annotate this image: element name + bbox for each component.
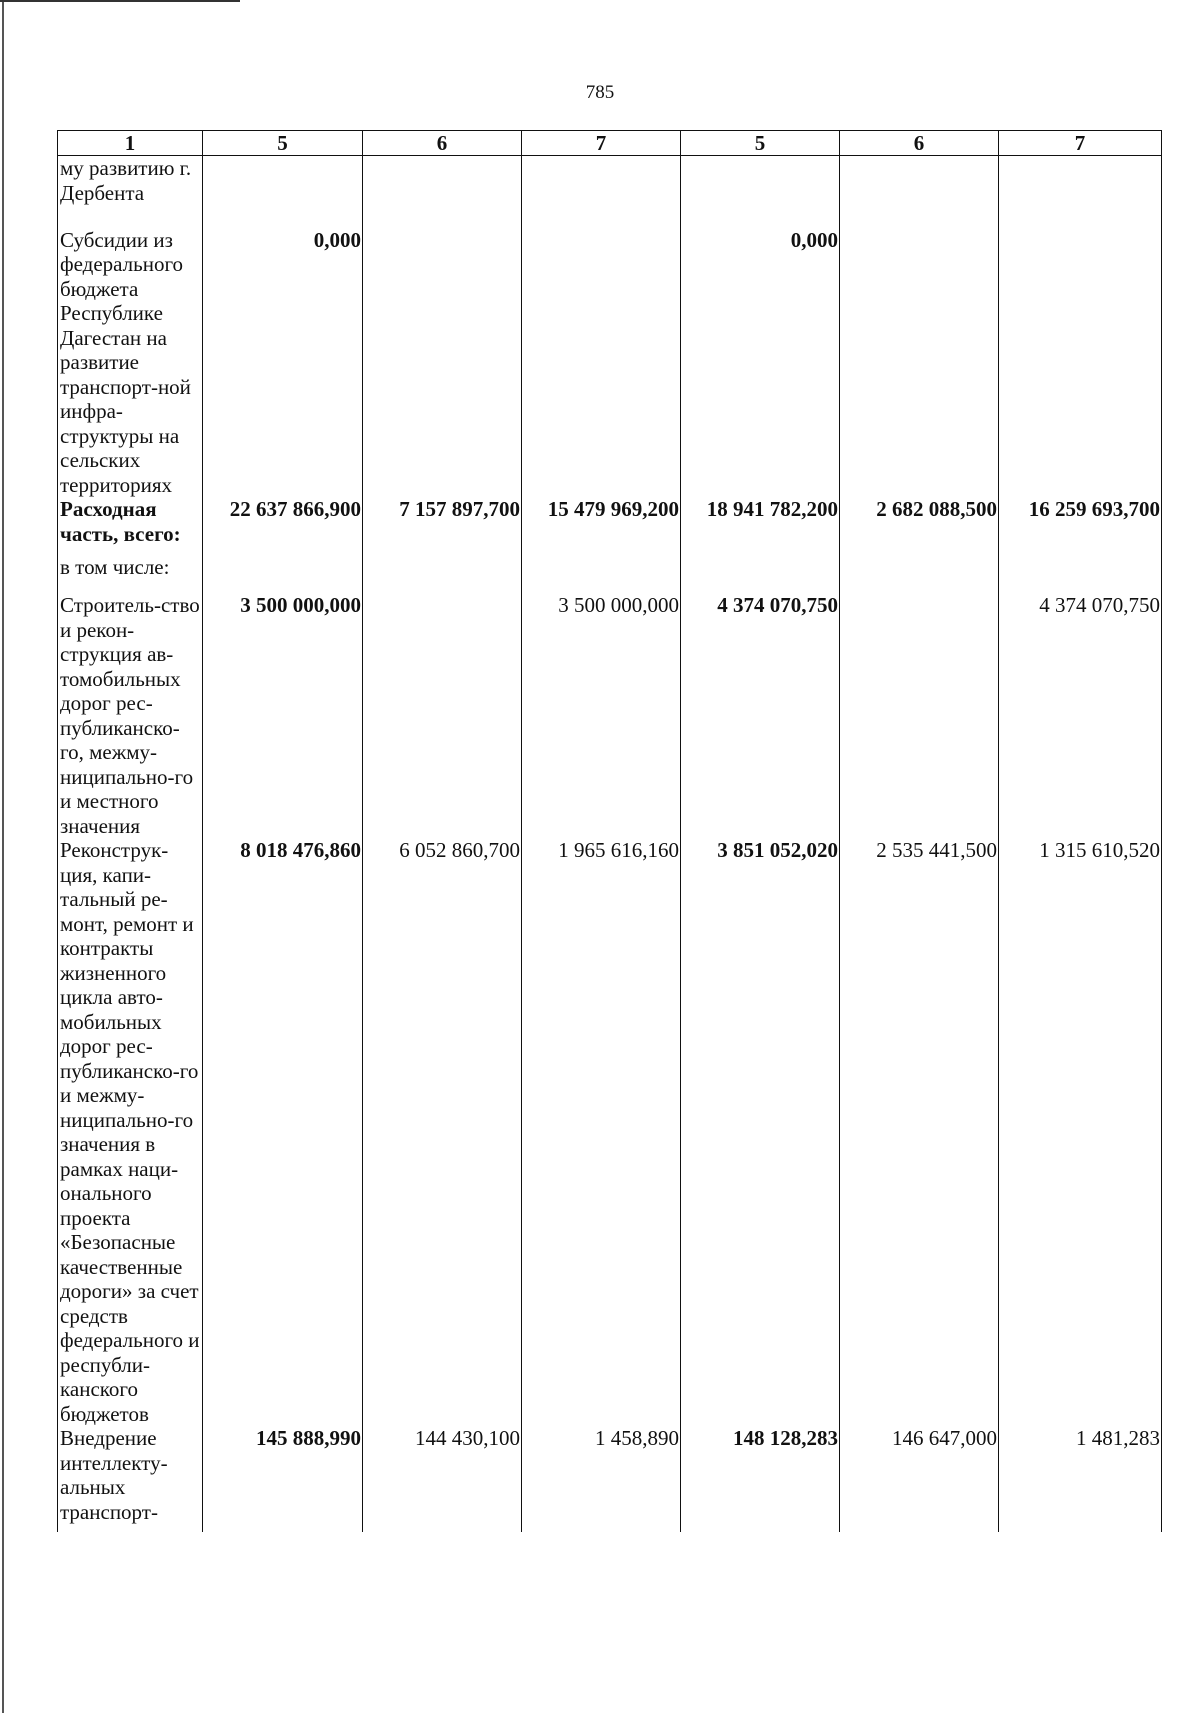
- row-label: му развитию г. Дербента: [58, 156, 203, 228]
- cell-value: 3 500 000,000: [522, 593, 681, 838]
- cell-value: [840, 156, 999, 228]
- cell-value: 144 430,100: [363, 1426, 522, 1532]
- cell-value: 0,000: [203, 228, 363, 498]
- cell-value: 6 052 860,700: [363, 838, 522, 1426]
- table-header: [58, 131, 1162, 156]
- header-row: [58, 131, 1162, 156]
- cell-value: 3 851 052,020: [681, 838, 840, 1426]
- cell-value: 8 018 476,860: [203, 838, 363, 1426]
- table-row: [58, 497, 1162, 555]
- cell-value: [363, 228, 522, 498]
- row-label: Реконструк-ция, капи-тальный ре-монт, ремонт и контракты жизненного цикла авто-мобильных дорог рес-публиканско-го и межму-ниципально-го значения в рамках наци-онального проекта «Безопасные качественные дороги» за счет средств федерального и республи-канского бюджетов: [58, 838, 203, 1426]
- table-row: [58, 228, 1162, 498]
- budget-table: [57, 130, 1162, 1532]
- cell-value: [363, 156, 522, 228]
- table-body: [58, 156, 1162, 1533]
- cell-value: 146 647,000: [840, 1426, 999, 1532]
- page-number: 785: [585, 82, 615, 103]
- cell-value: [363, 555, 522, 593]
- cell-value: 7 157 897,700: [363, 497, 522, 555]
- row-label: Строитель-ство и рекон-струкция ав-томобильных дорог рес-публиканско-го, межму-ниципально-го и местного значения: [58, 593, 203, 838]
- column-header: 6: [363, 131, 522, 156]
- scan-edge-top: [0, 0, 240, 2]
- table-row: [58, 555, 1162, 593]
- cell-value: [840, 555, 999, 593]
- cell-value: [203, 156, 363, 228]
- cell-value: 0,000: [681, 228, 840, 498]
- cell-value: 15 479 969,200: [522, 497, 681, 555]
- row-label: Расходная часть, всего:: [58, 497, 203, 555]
- cell-value: [363, 593, 522, 838]
- cell-value: 18 941 782,200: [681, 497, 840, 555]
- cell-value: [522, 156, 681, 228]
- cell-value: 4 374 070,750: [681, 593, 840, 838]
- column-header: 5: [203, 131, 363, 156]
- cell-value: [681, 156, 840, 228]
- cell-value: 1 965 616,160: [522, 838, 681, 1426]
- column-header: 1: [58, 131, 203, 156]
- column-header: 7: [999, 131, 1162, 156]
- column-header: 7: [522, 131, 681, 156]
- column-header: 5: [681, 131, 840, 156]
- table-row: [58, 156, 1162, 228]
- cell-value: 2 535 441,500: [840, 838, 999, 1426]
- table-row: [58, 1426, 1162, 1532]
- cell-value: 2 682 088,500: [840, 497, 999, 555]
- cell-value: 1 315 610,520: [999, 838, 1162, 1426]
- budget-table-container: [57, 130, 1161, 1532]
- cell-value: 16 259 693,700: [999, 497, 1162, 555]
- cell-value: 148 128,283: [681, 1426, 840, 1532]
- cell-value: [999, 156, 1162, 228]
- cell-value: [681, 555, 840, 593]
- column-header: 6: [840, 131, 999, 156]
- cell-value: [999, 228, 1162, 498]
- table-row: [58, 838, 1162, 1426]
- cell-value: 145 888,990: [203, 1426, 363, 1532]
- cell-value: 3 500 000,000: [203, 593, 363, 838]
- row-label: в том числе:: [58, 555, 203, 593]
- cell-value: 1 458,890: [522, 1426, 681, 1532]
- row-label: Субсидии из федерального бюджета Республике Дагестан на развитие транспорт-ной инфра-структуры на сельских территориях: [58, 228, 203, 498]
- row-label: Внедрение интеллекту-альных транспорт-: [58, 1426, 203, 1532]
- cell-value: [203, 555, 363, 593]
- scan-edge-left: [2, 0, 4, 1713]
- cell-value: [840, 228, 999, 498]
- cell-value: [999, 555, 1162, 593]
- cell-value: 4 374 070,750: [999, 593, 1162, 838]
- cell-value: [522, 555, 681, 593]
- cell-value: 1 481,283: [999, 1426, 1162, 1532]
- table-row: [58, 593, 1162, 838]
- cell-value: [840, 593, 999, 838]
- cell-value: 22 637 866,900: [203, 497, 363, 555]
- cell-value: [522, 228, 681, 498]
